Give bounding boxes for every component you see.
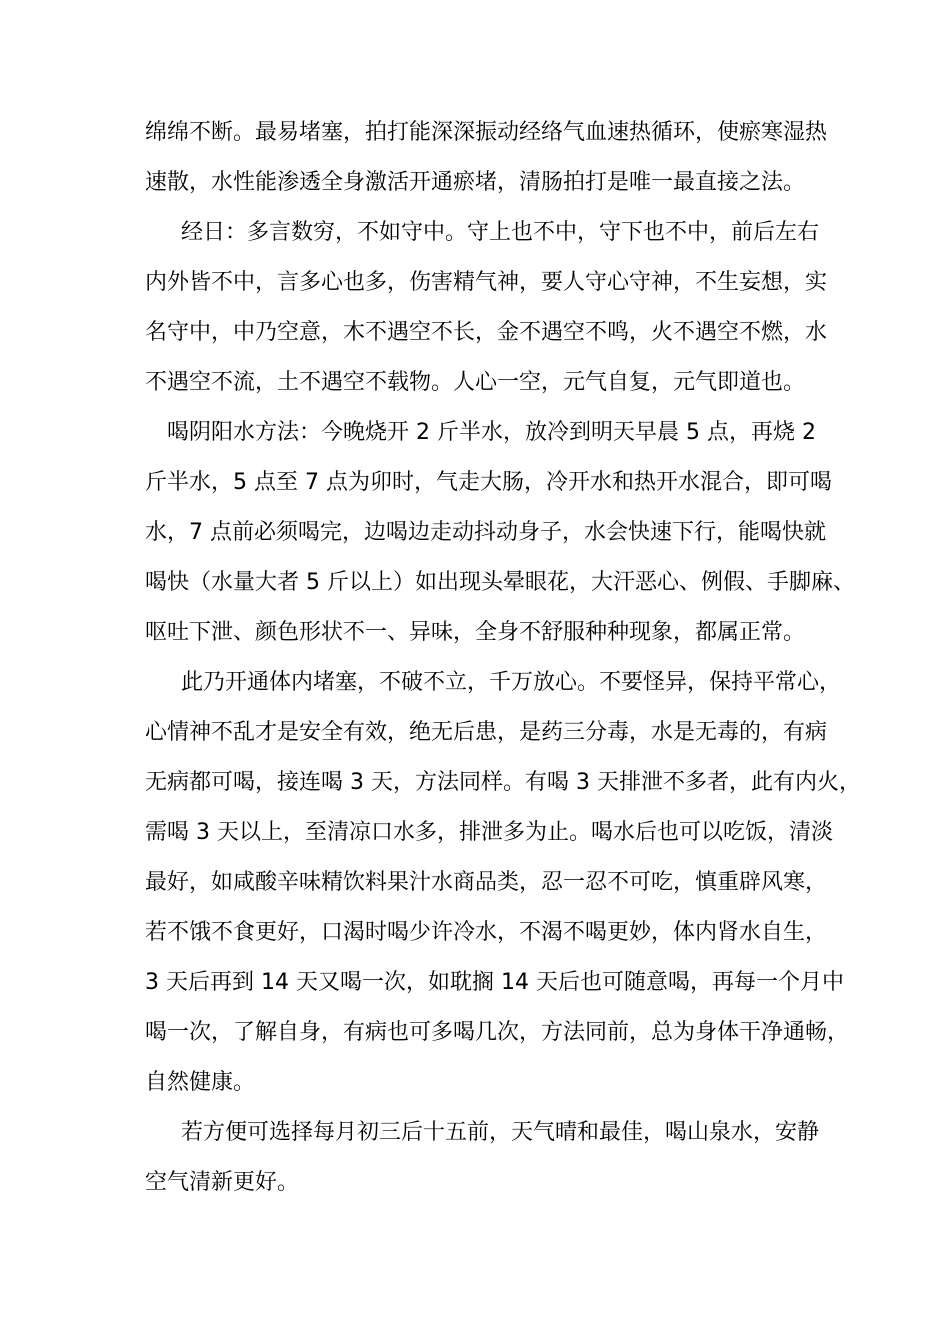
- paragraph-4-line-9: 自然健康。: [145, 1070, 256, 1095]
- paragraph-2-line-3: 名守中，中乃空意，木不遇空不长，金不遇空不鸣，火不遇空不燃，水: [145, 320, 828, 345]
- paragraph-5-line-2: 空气清新更好。: [145, 1170, 300, 1195]
- paragraph-2-line-1: 经日：多言数穷，不如守中。守上也不中，守下也不中，前后左右: [181, 220, 820, 245]
- paragraph-4-line-2: 心情神不乱才是安全有效，绝无后患，是药三分毒，水是无毒的，有病: [145, 720, 828, 745]
- paragraph-1-line-1: 绵绵不断。最易堵塞，拍打能深深振动经络气血速热循环，使瘀寒湿热: [145, 120, 828, 145]
- paragraph-3-line-3: 水，7 点前必须喝完，边喝边走动抖动身子，水会快速下行，能喝快就: [145, 520, 826, 545]
- paragraph-4-line-8: 喝一次，了解自身，有病也可多喝几次，方法同前，总为身体干净通畅，: [145, 1020, 850, 1045]
- paragraph-5-line-1: 若方便可选择每月初三后十五前，天气晴和最佳，喝山泉水，安静: [181, 1120, 820, 1145]
- paragraph-2-line-4: 不遇空不流，土不遇空不载物。人心一空，元气自复，元气即道也。: [145, 370, 806, 395]
- paragraph-4-line-5: 最好，如咸酸辛味精饮料果汁水商品类，忍一忍不可吃，慎重辟风寒，: [145, 870, 828, 895]
- paragraph-4-line-6: 若不饿不食更好，口渴时喝少许冷水，不渴不喝更妙，体内肾水自生，: [145, 920, 828, 945]
- paragraph-4-line-3: 无病都可喝，接连喝 3 天，方法同样。有喝 3 天排泄不多者，此有内火，: [145, 770, 861, 795]
- document-body: [145, 108, 861, 1208]
- paragraph-3-line-5: 呕吐下泄、颜色形状不一、异味，全身不舒服种种现象，都属正常。: [145, 620, 806, 645]
- paragraph-4-line-7: 3 天后再到 14 天又喝一次，如耽搁 14 天后也可随意喝，再每一个月中: [145, 970, 844, 995]
- paragraph-1-line-2: 速散，水性能渗透全身激活开通瘀堵，清肠拍打是唯一最直接之法。: [145, 170, 806, 195]
- paragraph-3-line-1: 喝阴阳水方法：今晚烧开 2 斤半水，放冷到明天早晨 5 点，再烧 2: [167, 420, 816, 445]
- paragraph-3-line-2: 斤半水，5 点至 7 点为卯时，气走大肠，冷开水和热开水混合，即可喝: [145, 470, 832, 495]
- paragraph-4-line-4: 需喝 3 天以上，至清凉口水多，排泄多为止。喝水后也可以吃饭，清淡: [145, 820, 833, 845]
- paragraph-4-line-1: 此乃开通体内堵塞，不破不立，千万放心。不要怪异，保持平常心，: [181, 670, 842, 695]
- paragraph-2-line-2: 内外皆不中，言多心也多，伤害精气神，要人守心守神，不生妄想，实: [145, 270, 828, 295]
- paragraph-3-line-4: 喝快（水量大者 5 斤以上）如出现头晕眼花，大汗恶心、例假、手脚麻、: [145, 570, 855, 595]
